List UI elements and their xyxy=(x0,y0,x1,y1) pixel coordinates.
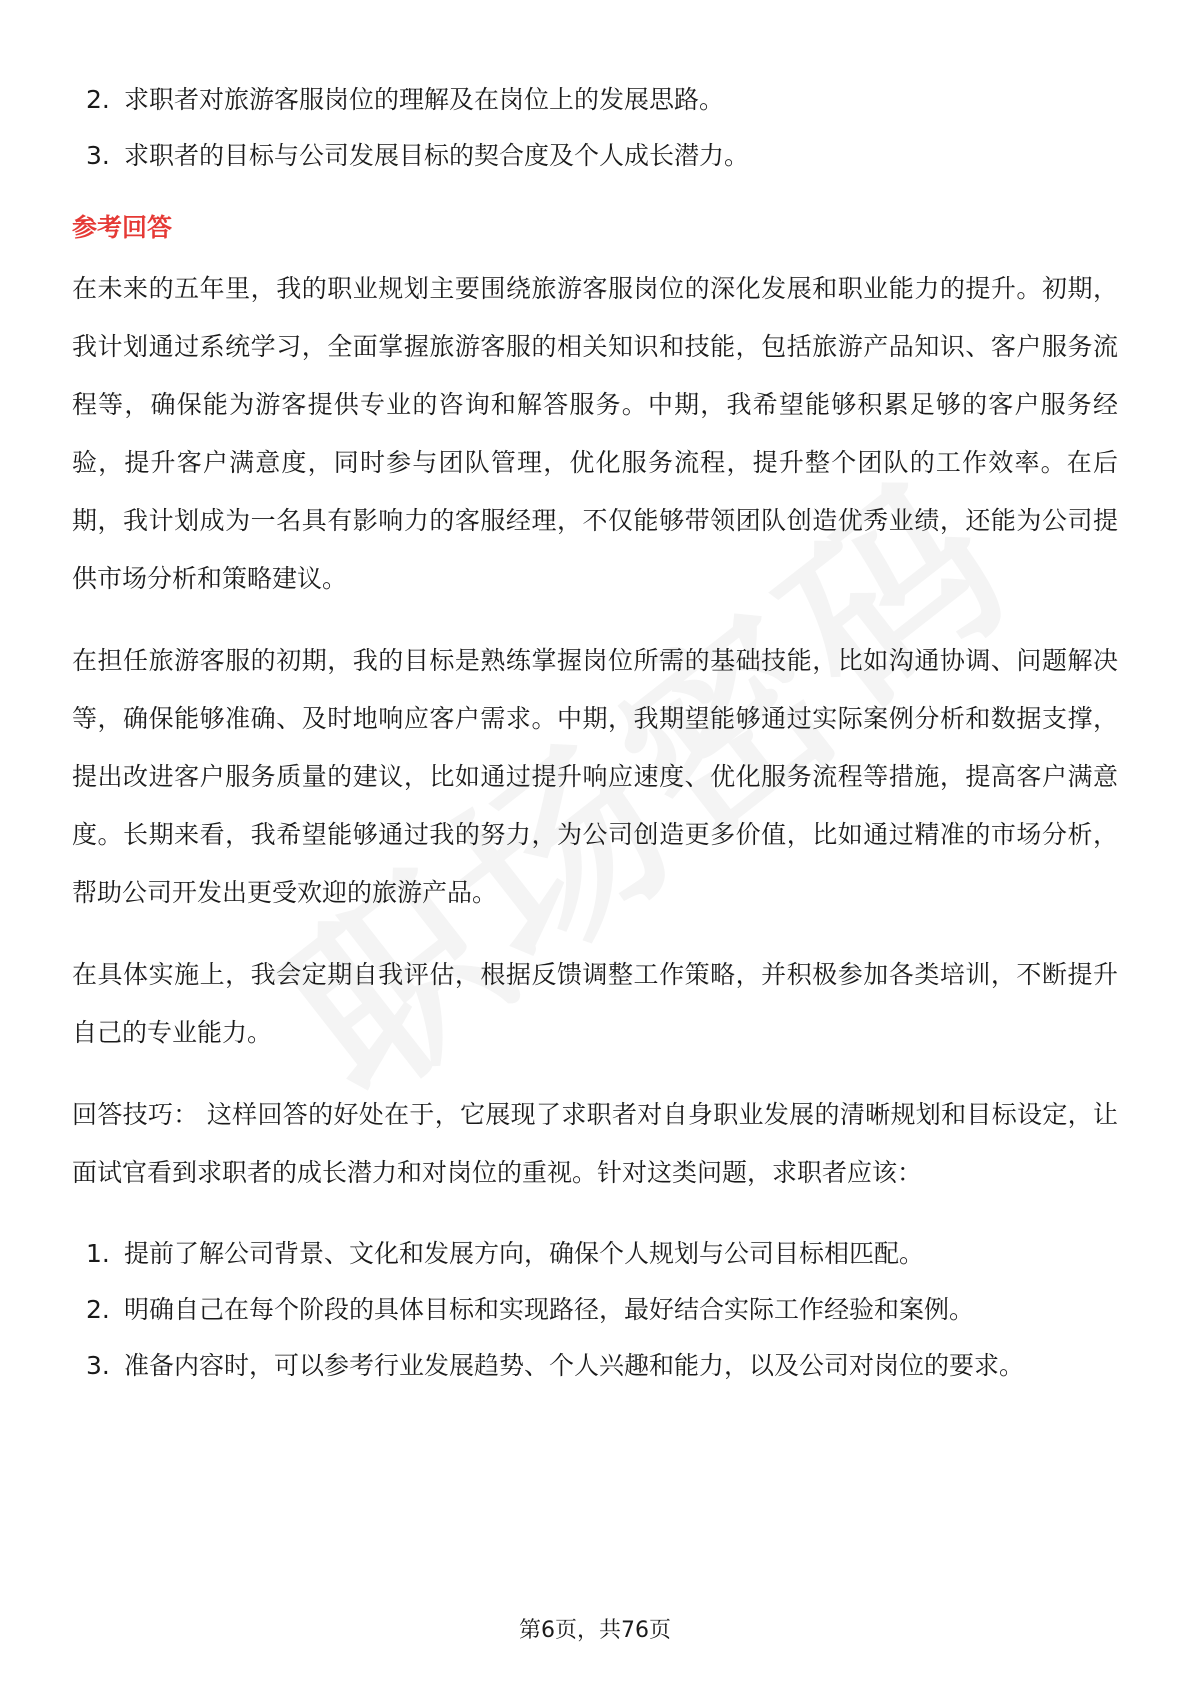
answer-paragraph: 在担任旅游客服的初期，我的目标是熟练掌握岗位所需的基础技能，比如沟通协调、问题解决等，确保能够准确、及时地响应客户需求。中期，我期望能够通过实际案例分析和数据支撑，提出改进客户服务质量的建议，比如通过提升响应速度、优化服务流程等措施，提高客户满意度。长期来看，我希望能够通过我的努力，为公司创造更多价值，比如通过精准的市场分析，帮助公司开发出更受欢迎的旅游产品。 xyxy=(72,646,1118,907)
list-item xyxy=(72,128,1118,184)
list-text: 明确自己在每个阶段的具体目标和实现路径，最好结合实际工作经验和案例。 xyxy=(124,1295,975,1324)
page-number-footer: 第6页，共76页 xyxy=(519,1618,671,1643)
list-number: 3. xyxy=(86,141,110,170)
list-number: 2. xyxy=(86,1295,110,1324)
list-number: 1. xyxy=(86,1239,110,1268)
list-item xyxy=(72,1282,1118,1338)
list-text: 求职者对旅游客服岗位的理解及在岗位上的发展思路。 xyxy=(124,85,725,114)
tip-list xyxy=(72,1226,1118,1394)
list-number: 3. xyxy=(86,1351,110,1380)
list-number: 2. xyxy=(86,85,110,114)
question-points-list xyxy=(72,72,1118,184)
list-item xyxy=(72,72,1118,128)
answer-paragraph: 在未来的五年里，我的职业规划主要围绕旅游客服岗位的深化发展和职业能力的提升。初期，我计划通过系统学习，全面掌握旅游客服的相关知识和技能，包括旅游产品知识、客户服务流程等，确保能为游客提供专业的咨询和解答服务。中期，我希望能够积累足够的客户服务经验，提升客户满意度，同时参与团队管理，优化服务流程，提升整个团队的工作效率。在后期，我计划成为一名具有影响力的客服经理，不仅能够带领团队创造优秀业绩，还能为公司提供市场分析和策略建议。 xyxy=(72,274,1118,593)
list-text: 准备内容时，可以参考行业发展趋势、个人兴趣和能力，以及公司对岗位的要求。 xyxy=(124,1351,1025,1380)
list-text: 提前了解公司背景、文化和发展方向，确保个人规划与公司目标相匹配。 xyxy=(124,1239,925,1268)
list-item xyxy=(72,1226,1118,1282)
page-content xyxy=(72,72,1118,1394)
answer-paragraph: 在具体实施上，我会定期自我评估，根据反馈调整工作策略，并积极参加各类培训，不断提升自己的专业能力。 xyxy=(72,960,1118,1047)
list-item xyxy=(72,1338,1118,1394)
answer-heading: 参考回答 xyxy=(72,213,173,242)
list-text: 求职者的目标与公司发展目标的契合度及个人成长潜力。 xyxy=(124,141,750,170)
tip-paragraph: 回答技巧： 这样回答的好处在于，它展现了求职者对自身职业发展的清晰规划和目标设定，让面试官看到求职者的成长潜力和对岗位的重视。针对这类问题，求职者应该： xyxy=(72,1100,1118,1187)
